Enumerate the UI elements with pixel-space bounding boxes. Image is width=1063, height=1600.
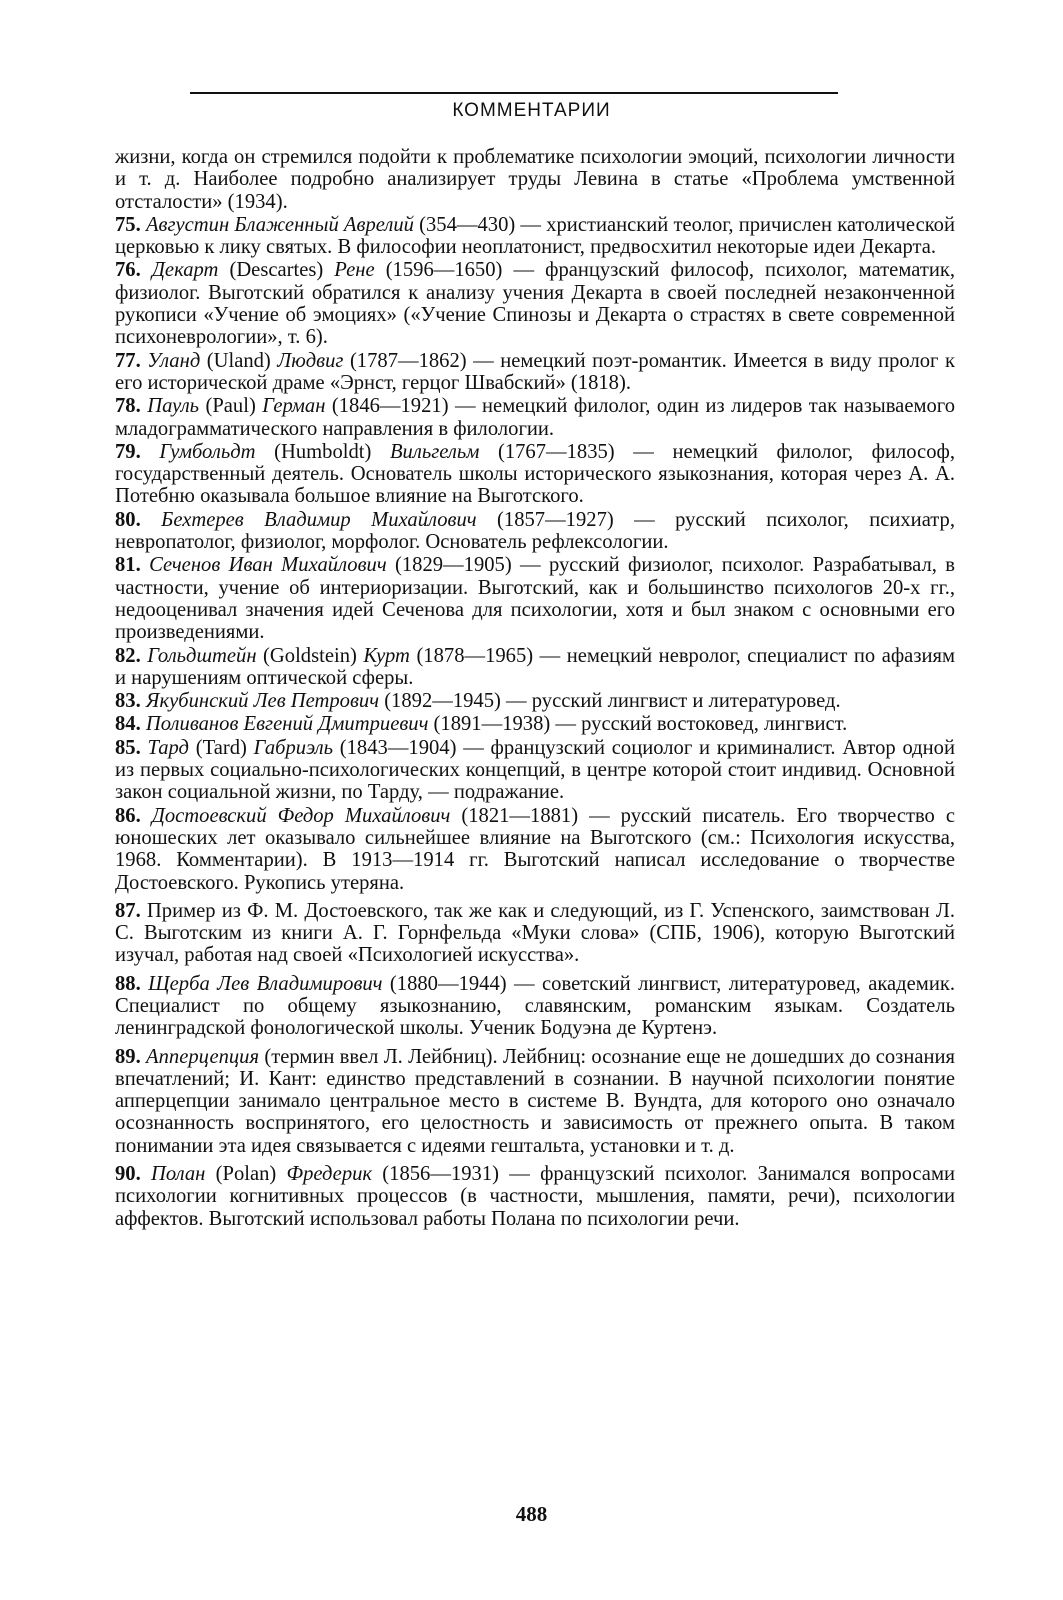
entry-number: 85. — [115, 736, 141, 759]
page-number: 488 — [515, 1502, 548, 1526]
entry-first-name: Вильгельм — [389, 440, 480, 463]
entry-original-name: (Polan) — [205, 1163, 287, 1186]
entry-original-name: (Uland) — [200, 349, 278, 372]
entry-name: Сеченов Иван Михайлович — [149, 554, 387, 577]
entry-number: 77. — [115, 349, 141, 372]
entry-first-name: Фредерик — [286, 1163, 373, 1186]
commentary-body — [115, 146, 955, 1231]
entry-text: (354—430) — христианский теолог, причислен католической церковью к лику святых. В философии неоплатонист, предвосхитил некоторые идеи Декарта. — [115, 213, 955, 259]
entry-number: 88. — [115, 972, 141, 995]
entry-name: Якубинский Лев Петрович — [145, 690, 380, 713]
entry-84 — [115, 713, 955, 735]
entry-text: (1880—1944) — советский лингвист, литературовед, академик. Специалист по общему языкознанию, славянским, романским языкам. Создатель ленинградской фонологической школы. Ученик Бодуэна де Куртенэ. — [115, 972, 955, 1040]
entry-name: Тард — [147, 736, 189, 759]
entry-number: 86. — [115, 804, 141, 827]
entry-text: (термин ввел Л. Лейбниц). Лейбниц: осознание еще не дошедших до сознания впечатлений; И. Кант: единство представлений в сознании. В научной психологии понятие апперцепции занимало центральное место в системе В. Вундта, для которого оно означало осознанность воспринятого, его целостность и зависимость от прежнего опыта. В таком понимании эта идея связывается с идеями гештальта, установки и т. д. — [115, 1045, 955, 1157]
entry-text: (1821—1881) — русский писатель. Его творчество с юношеских лет оказывало сильнейшее влияние на Выготского (см.: Психология искусства, 1968. Комментарии). В 1913—1914 гг. Выготский написал исследование о творчестве Достоевского. Рукопись утеряна. — [115, 804, 955, 894]
header-rule — [190, 92, 838, 94]
entry-name: Декарт — [151, 259, 219, 282]
entry-79 — [115, 441, 955, 508]
entry-number: 90. — [115, 1163, 141, 1186]
entry-original-name: (Paul) — [199, 395, 263, 418]
entry-number: 76. — [115, 259, 141, 282]
entry-text: (1843—1904) — французский социолог и криминалист. Автор одной из первых социально-психологических концепций, в центре которой стоит индивид. Основной закон социальной жизни, по Тарду, — подражание. — [115, 736, 956, 804]
entry-name: Августин Блаженный Аврелий — [145, 213, 414, 236]
entry-original-name: (Tard) — [188, 736, 254, 759]
entry-name: Пауль — [147, 395, 200, 418]
entry-text: (1767—1835) — немецкий филолог, философ, государственный деятель. Основатель школы исторического языкознания, которая через А. А. Потебню оказывала большое влияние на Выготского. — [115, 440, 955, 508]
entry-text: (1787—1862) — немецкий поэт-романтик. Имеется в виду пролог к его исторической драме «Эрнст, герцог Швабский» (1818). — [115, 349, 955, 394]
entry-first-name: Рене — [334, 259, 375, 282]
entry-number: 87. — [115, 899, 141, 922]
entry-number: 82. — [115, 644, 141, 667]
entry-text: (1596—1650) — французский философ, психолог, математик, физиолог. Выготский обратился к анализу учения Декарта в своей последней незаконченной рукописи «Учение об эмоциях» («Учение Спинозы и Декарта о страстях в свете современной психоневрологии», т. 6). — [115, 259, 955, 349]
entry-88 — [115, 973, 955, 1040]
entry-first-name: Людвиг — [277, 349, 344, 372]
entry-89 — [115, 1046, 955, 1157]
entry-text: жизни, когда он стремился подойти к проблематике психологии эмоций, психологии личности и т. д. Наиболее подробно анализирует труды Левина в статье «Проблема умственной отсталости» (1934). — [115, 146, 955, 213]
entry-text: (1878—1965) — немецкий невролог, специалист по афазиям и нарушениям оптической сферы. — [115, 644, 955, 689]
entry-number: 80. — [115, 508, 141, 531]
entry-text: (1892—1945) — русский лингвист и литературовед. — [379, 690, 841, 713]
entry-85 — [115, 737, 955, 804]
entry-text: (1857—1927) — русский психолог, психиатр, невропатолог, физиолог, морфолог. Основатель рефлексологии. — [115, 508, 956, 554]
entry-81 — [115, 554, 955, 643]
entry-continuation — [115, 146, 955, 213]
entry-77 — [115, 350, 955, 395]
entry-text: Пример из Ф. М. Достоевского, так же как и следующий, из Г. Успенского, заимствован Л. С. Выготским из книги А. Г. Горнфельда «Муки слова» (СПБ, 1906), которую Выготский изучал, работая над своей «Психологией искусства». — [115, 899, 955, 967]
entry-text: (1846—1921) — немецкий филолог, один из лидеров так называемого младограмматического направления в филологии. — [115, 395, 956, 440]
entry-name: Достоевский Федор Михайлович — [151, 804, 451, 827]
entry-first-name: Герман — [262, 395, 326, 418]
entry-name: Гольдштейн — [147, 644, 257, 667]
entry-name: Полан — [151, 1163, 206, 1186]
entry-78 — [115, 395, 955, 440]
entry-first-name: Габриэль — [253, 736, 334, 759]
entry-name: Бехтерев Владимир Михайлович — [161, 508, 477, 531]
entry-text: (1829—1905) — русский физиолог, психолог. Разрабатывал, в частности, учение об интериоризации. Выготский, как и большинство психологов 20-х гг., недооценивал значения идей Сеченова для психологии, хотя и был знаком с основными его произведениями. — [115, 554, 955, 644]
entry-90 — [115, 1163, 955, 1230]
entry-87 — [115, 900, 955, 967]
entry-name: Поливанов Евгений Дмитриевич — [145, 713, 429, 736]
entry-76 — [115, 259, 955, 348]
entry-number: 81. — [115, 554, 141, 577]
entry-text: (1891—1938) — русский востоковед, лингвист. — [428, 713, 848, 736]
entry-number: 84. — [115, 713, 141, 736]
entry-first-name: Курт — [363, 644, 410, 667]
entry-number: 75. — [115, 213, 141, 236]
running-header: КОММЕНТАРИИ — [452, 100, 611, 121]
entry-original-name: (Humboldt) — [255, 440, 390, 463]
entry-original-name: (Goldstein) — [256, 644, 364, 667]
entry-83 — [115, 690, 955, 712]
entry-number: 83. — [115, 690, 141, 713]
entry-86 — [115, 805, 955, 894]
entry-82 — [115, 645, 955, 690]
entry-75 — [115, 214, 955, 259]
entry-number: 79. — [115, 440, 141, 463]
entry-number: 89. — [115, 1045, 141, 1068]
entry-name: Гумбольдт — [159, 440, 256, 463]
entry-name: Уланд — [147, 349, 201, 372]
entry-number: 78. — [115, 395, 141, 418]
entry-original-name: (Descartes) — [218, 259, 335, 282]
entry-text: (1856—1931) — французский психолог. Занимался вопросами психологии когнитивных процессов (в частности, мышления, памяти, речи), психологии аффектов. Выготский использовал работы Полана по психологии речи. — [115, 1163, 956, 1230]
entry-name: Апперцепция — [146, 1045, 260, 1068]
entry-name: Щерба Лев Владимирович — [148, 972, 383, 995]
entry-80 — [115, 509, 955, 554]
